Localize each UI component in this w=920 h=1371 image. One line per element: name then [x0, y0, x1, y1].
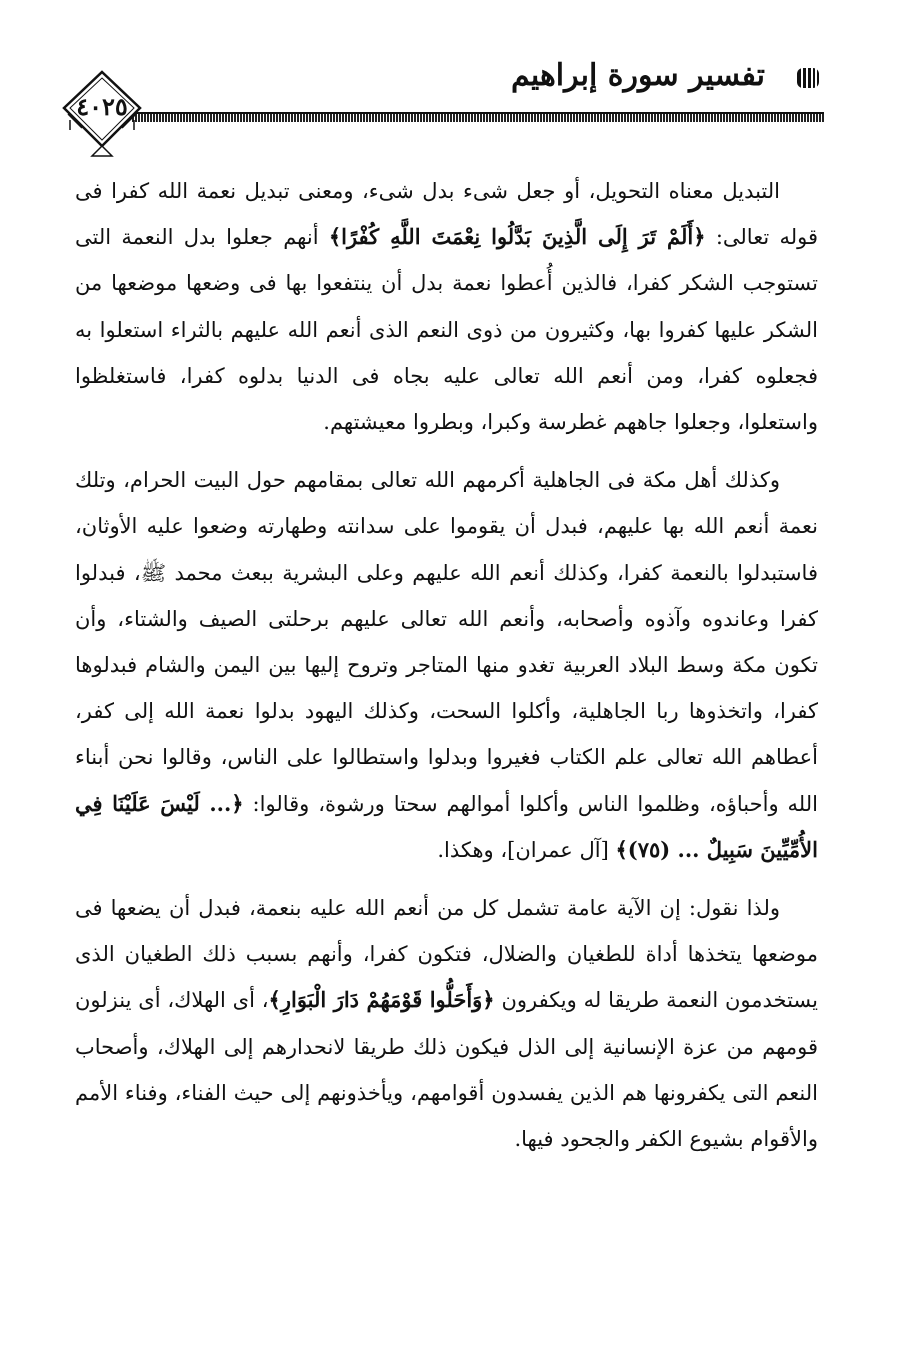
header-rule — [132, 112, 824, 122]
quran-verse: ﴿أَلَمْ تَرَ إِلَى الَّذِينَ بَدَّلُوا نِعْمَتَ اللَّهِ كُفْرًا﴾ — [328, 224, 706, 250]
quran-verse: ﴿وَأَحَلُّوا قَوْمَهُمْ دَارَ الْبَوَارِ﴾ — [268, 987, 495, 1013]
paragraph — [75, 168, 818, 445]
paragraph — [75, 457, 818, 873]
quran-verse: ﴿... لَيْسَ عَلَيْنَا فِي الأُمِّيِّينَ سَبِيلٌ ... (٧٥)﴾ — [75, 790, 818, 862]
paragraph-text: ولذا نقول: إن الآية عامة تشمل كل من أنعم الله عليه بنعمة، فبدل أن يضعها فى موضعها يتخذها أداة للطغيان والضلال، فتكون كفرا، وأنهم بسبب ذلك الطغيان الذى يستخدمون النعمة طريقا له ويكفرون — [75, 896, 818, 1013]
page-title: تفسير سورة إبراهيم — [510, 58, 765, 93]
paragraph-text: أنهم جعلوا بدل النعمة التى تستوجب الشكر كفرا، فالذين أُعطوا نعمة بدل أن ينتفعوا بها فى وضعها موضعها من الشكر عليها كفروا بها، وكثيرون من ذوى النعم الذى أنعم الله عليهم بالثراء استعلوا به فجعلوه كفرا، ومن أنعم الله تعالى عليه بجاه فى الدنيا بدلوه كفرا، فاستغلظوا واستعلوا، وجعلوا جاههم غطرسة وكبرا، وبطروا معيشتهم. — [75, 225, 818, 435]
paragraph-text: ، أى الهلاك، أى ينزلون قومهم من عزة الإنسانية إلى الذل فيكون ذلك طريقا لانحدارهم إلى الهلاك، وأصحاب النعم التى يكفرونها هم الذين يفسدون أقوامهم، ويأخذونهم إلى حيث الفناء، وفناء الأمم والأقوام بشيوع الكفر والجحود فيها. — [75, 988, 818, 1152]
page-body — [75, 168, 818, 1162]
page-number: ٤٠٢٥ — [76, 92, 128, 121]
page-header — [0, 0, 920, 170]
paragraph — [75, 885, 818, 1162]
paragraph-text: التبديل معناه التحويل، أو جعل شىء بدل شىء، ومعنى تبديل نعمة الله كفرا فى قوله تعالى: — [75, 179, 819, 250]
ornament-icon — [794, 64, 822, 92]
paragraph-text: [آل عمران]، وهكذا. — [437, 837, 616, 862]
paragraph-text: وكذلك أهل مكة فى الجاهلية أكرمهم الله تعالى بمقامهم حول البيت الحرام، وتلك نعمة أنعم الله بها عليهم، فبدل أن يقوموا على سدانته وطهارته وضعوا عليه الأوثان، فاستبدلوا بالنعمة كفرا، وكذلك أنعم الله عليهم وعلى البشرية ببعث محمد ﷺ، فبدلوا كفرا وعاندوه وآذوه وأصحابه، وأنعم الله تعالى عليهم برحلتى الصيف والشتاء، وأن تكون مكة وسط البلاد العربية تغدو منها المتاجر وتروح إليها بين اليمن والشام فبدلوها كفرا، واتخذوها ربا الجاهلية، وأكلوا السحت، وكذلك اليهود بدلوا نعمة الله إلى كفر، أعطاهم الله تعالى علم الكتاب فغيروا وبدلوا واستطالوا على الناس، وقالوا نحن أبناء الله وأحباؤه، وظلموا الناس وأكلوا أموالهم سحتا ورشوة، وقالوا: — [75, 468, 818, 816]
